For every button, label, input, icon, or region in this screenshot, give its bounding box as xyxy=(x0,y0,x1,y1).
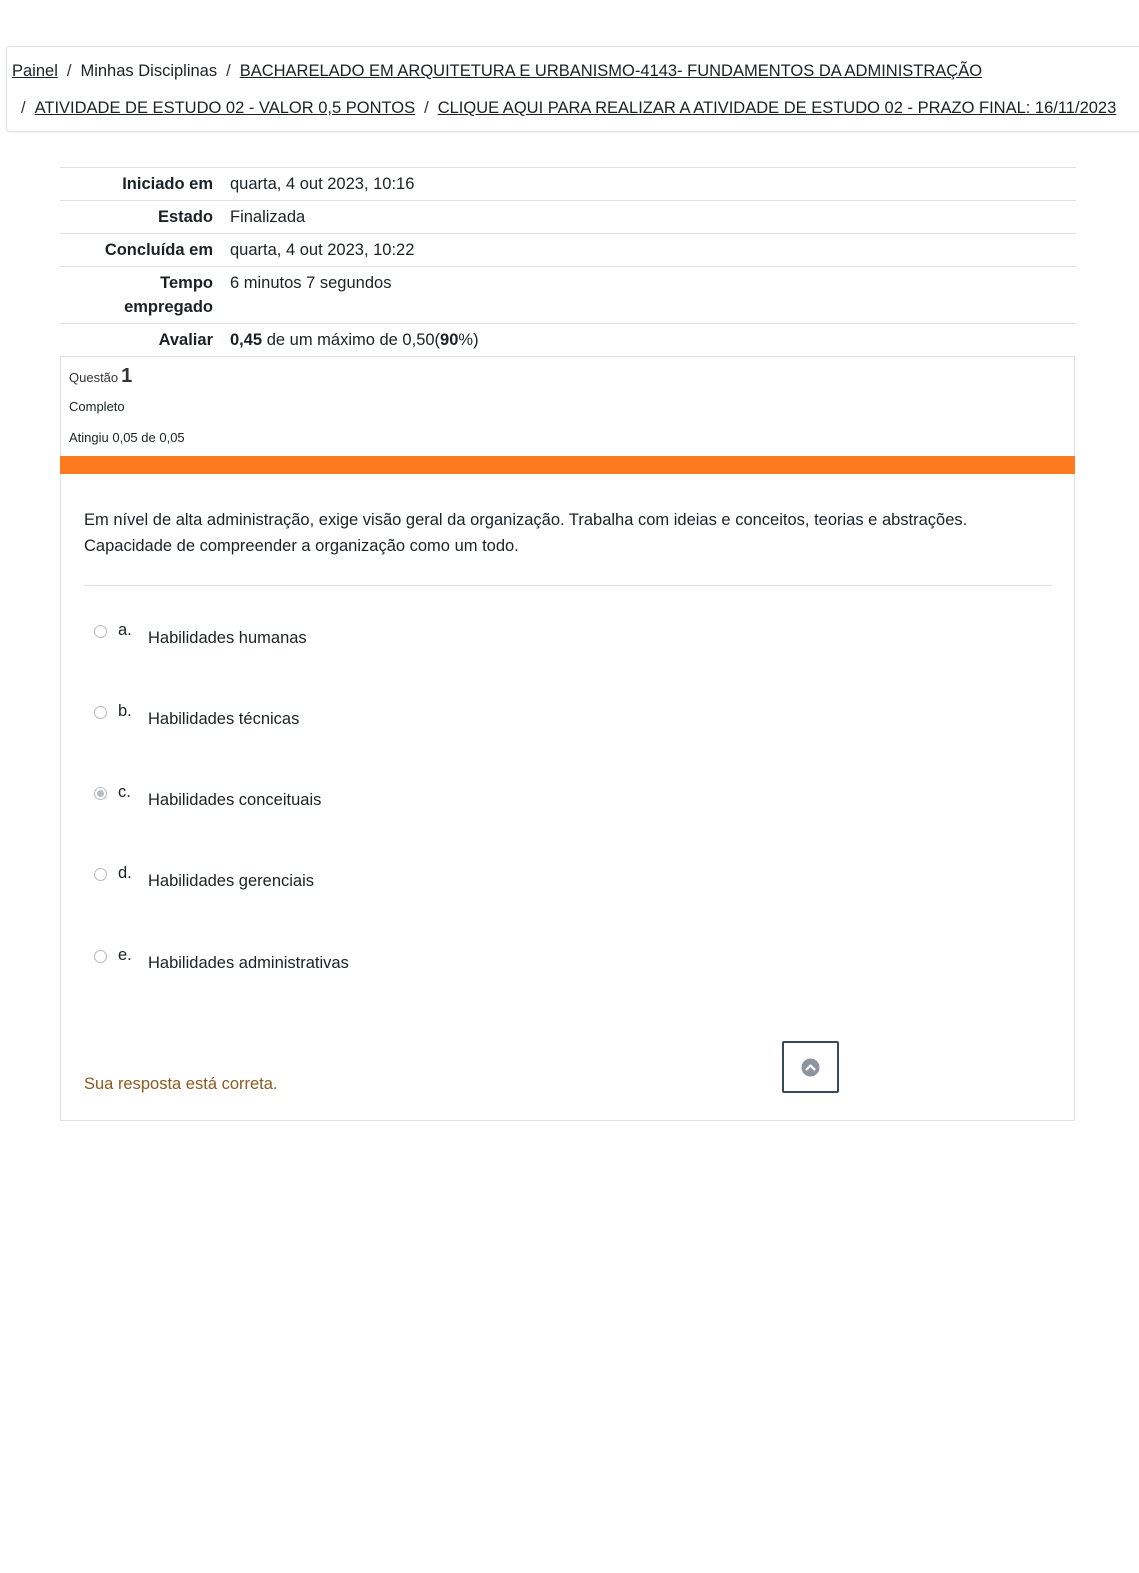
question-feedback: Sua resposta está correta. xyxy=(84,1075,278,1093)
breadcrumb-link-quiz[interactable]: CLIQUE AQUI PARA REALIZAR A ATIVIDADE DE ESTUDO 02 - PRAZO FINAL: 16/11/2023 xyxy=(437,99,1117,117)
question-card xyxy=(60,356,1075,1121)
question-text: Em nível de alta administração, exige visão geral da organização. Trabalha com ideias e conceitos, teorias e abstrações. Capacidade de compreender a organização como um todo. xyxy=(84,511,968,555)
summary-label: Concluída em xyxy=(60,234,222,267)
breadcrumb-separator: / xyxy=(66,62,72,80)
radio-button-selected[interactable] xyxy=(94,787,107,800)
summary-value: quarta, 4 out 2023, 10:22 xyxy=(222,234,1076,267)
option-letter: d. xyxy=(118,864,132,882)
question-grade: Atingiu 0,05 de 0,05 xyxy=(69,430,185,445)
summary-label: Tempo empregado xyxy=(60,267,222,324)
breadcrumb xyxy=(6,46,1139,132)
option-text: Habilidades conceituais xyxy=(148,791,322,809)
summary-value-grade xyxy=(222,324,1076,357)
grade-suffix: %) xyxy=(458,331,479,349)
summary-label: Estado xyxy=(60,201,222,234)
breadcrumb-item-minhas-disciplinas: Minhas Disciplinas xyxy=(80,62,218,80)
breadcrumb-link-painel[interactable]: Painel xyxy=(12,62,58,80)
grade-score: 0,45 xyxy=(230,331,263,349)
grade-percent: 90 xyxy=(440,331,459,349)
summary-value: quarta, 4 out 2023, 10:16 xyxy=(222,168,1076,201)
summary-label: Avaliar xyxy=(60,324,222,357)
option-text: Habilidades humanas xyxy=(148,629,307,647)
chevron-up-circle-icon xyxy=(784,1043,837,1091)
question-number-value: 1 xyxy=(121,365,133,387)
summary-value: 6 minutos 7 segundos xyxy=(222,267,1076,324)
radio-button[interactable] xyxy=(94,868,107,881)
question-state: Completo xyxy=(69,399,125,414)
radio-button[interactable] xyxy=(94,625,107,638)
question-number xyxy=(69,365,132,388)
question-accent-bar xyxy=(60,456,1075,474)
radio-button[interactable] xyxy=(94,706,107,719)
question-label: Questão xyxy=(69,370,119,385)
summary-row-time xyxy=(60,267,1076,324)
breadcrumb-separator: / xyxy=(424,99,429,117)
option-letter: a. xyxy=(118,621,132,639)
option-letter: e. xyxy=(118,946,132,964)
summary-row-state xyxy=(60,201,1076,234)
breadcrumb-link-activity[interactable]: ATIVIDADE DE ESTUDO 02 - VALOR 0,5 PONTOS xyxy=(34,99,416,117)
option-letter: b. xyxy=(118,702,132,720)
back-to-top-button[interactable] xyxy=(782,1041,839,1093)
summary-row-completed xyxy=(60,234,1076,267)
breadcrumb-separator: / xyxy=(226,62,231,80)
option-text: Habilidades gerenciais xyxy=(148,872,315,890)
radio-button[interactable] xyxy=(94,950,107,963)
summary-row-started xyxy=(60,168,1076,201)
summary-value: Finalizada xyxy=(222,201,1076,234)
question-divider xyxy=(84,585,1052,586)
summary-label: Iniciado em xyxy=(60,168,222,201)
option-text: Habilidades técnicas xyxy=(148,710,300,728)
breadcrumb-link-course[interactable]: BACHARELADO EM ARQUITETURA E URBANISMO-4143- FUNDAMENTOS DA ADMINISTRAÇÃO xyxy=(239,62,983,80)
summary-row-grade xyxy=(60,324,1076,357)
breadcrumb-separator: / xyxy=(21,99,26,117)
grade-middle: de um máximo de 0,50( xyxy=(262,331,441,349)
option-text: Habilidades administrativas xyxy=(148,954,349,972)
attempt-summary-table xyxy=(60,167,1076,356)
option-letter: c. xyxy=(118,783,131,801)
